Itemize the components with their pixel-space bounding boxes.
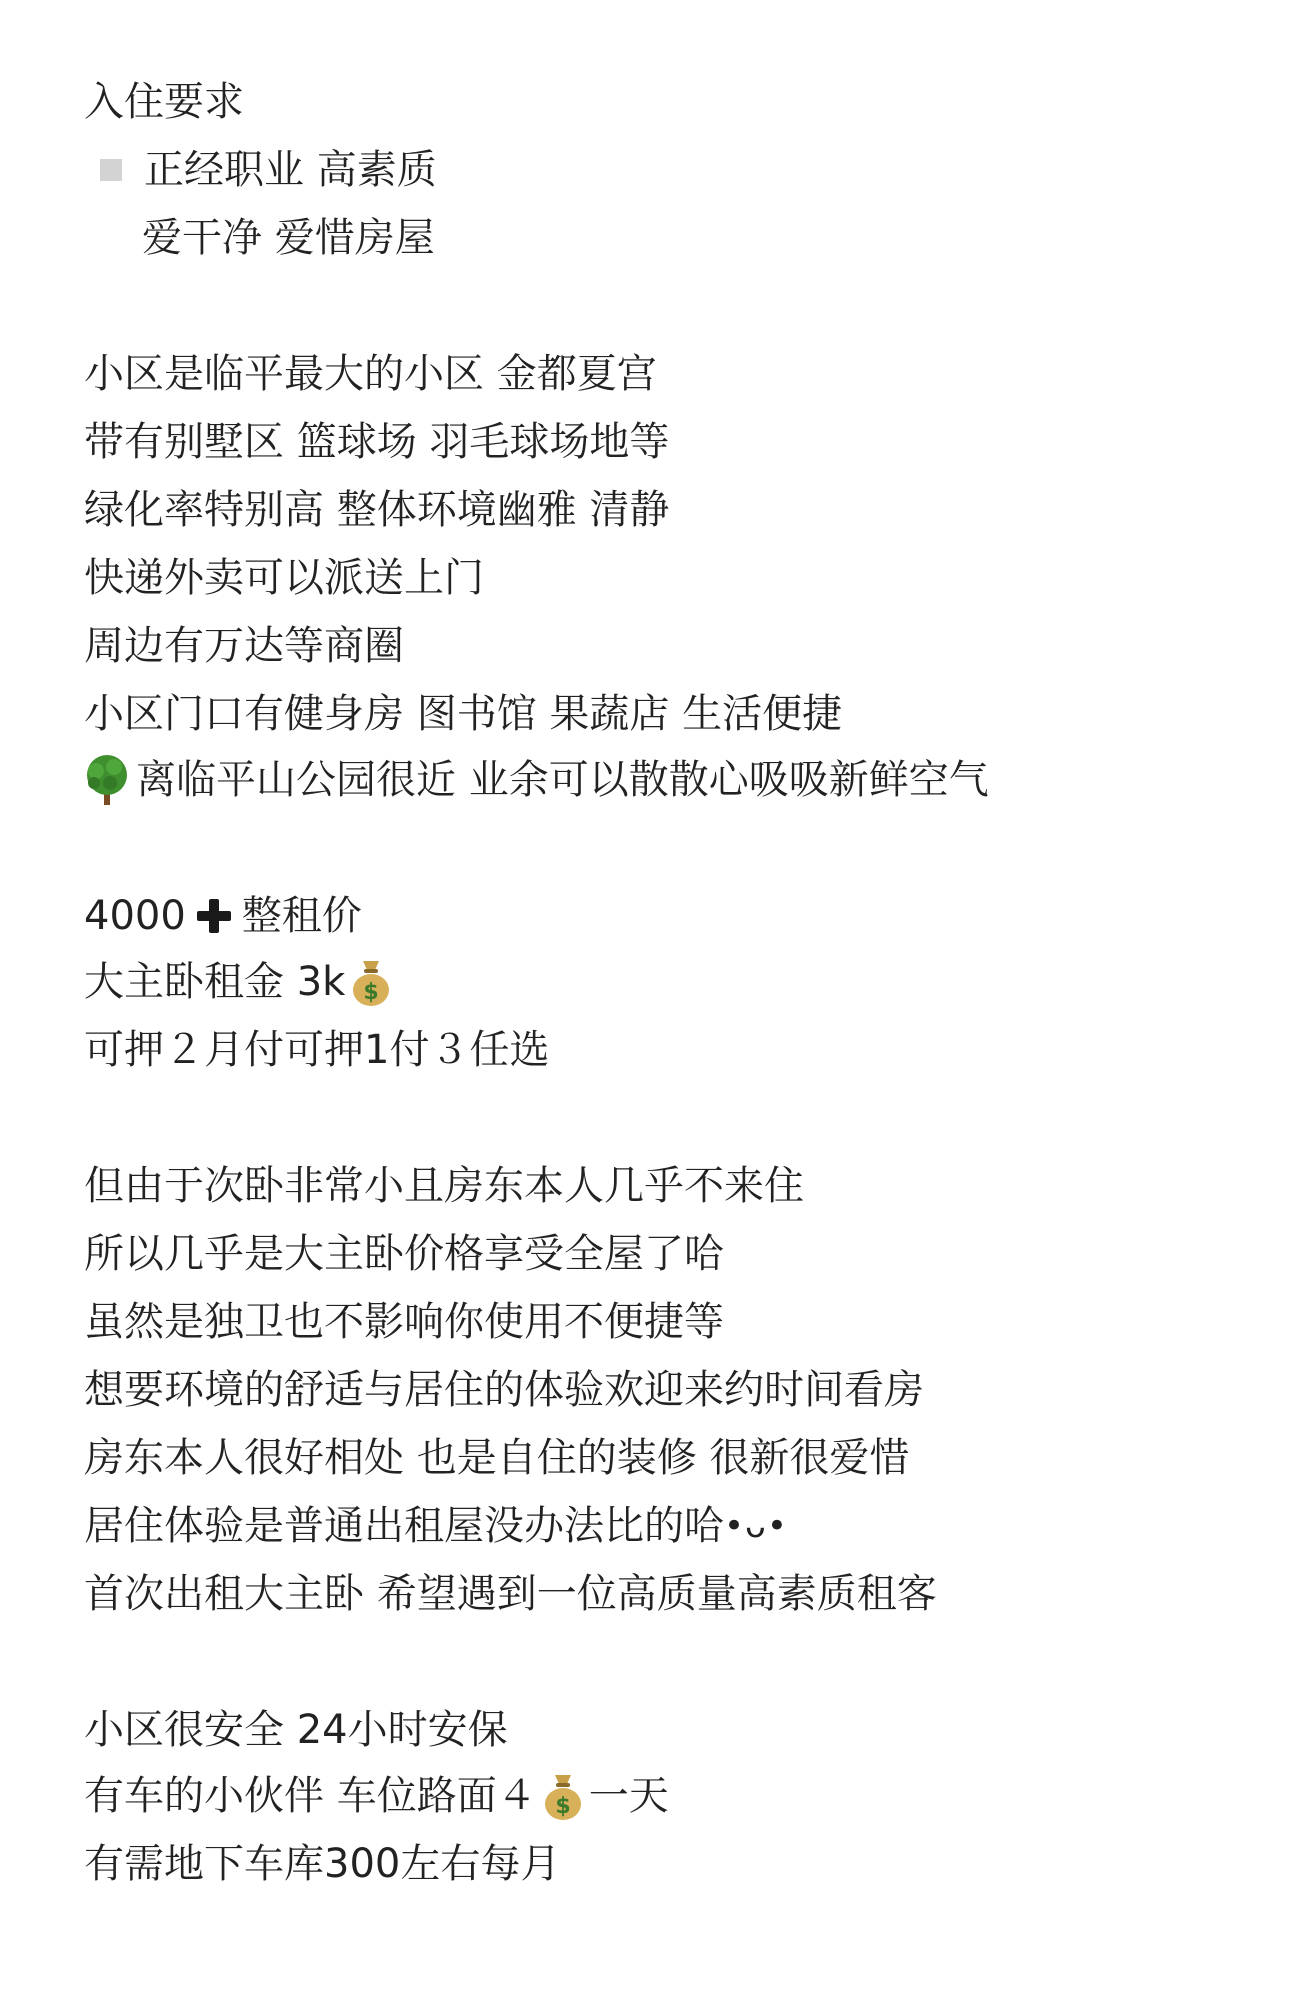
grey-square-icon: [100, 159, 122, 181]
details-line: [84, 1430, 909, 1486]
details-text: 居住体验是普通出租屋没办法比的哈: [84, 1503, 724, 1549]
details-line: [84, 1498, 788, 1554]
community-line: [84, 618, 404, 674]
parking-prefix: 有车的小伙伴 车位路面４: [84, 1773, 537, 1819]
community-line: [84, 686, 842, 742]
price-line: [84, 954, 397, 1010]
community-line: [84, 414, 669, 470]
money-bag-icon: [349, 957, 393, 1007]
details-text: 房东本人很好相处 也是自住的装修 很新很爱惜: [84, 1435, 910, 1481]
plus-icon: [194, 896, 234, 936]
details-text: 虽然是独卫也不影响你使用不便捷等: [84, 1299, 724, 1345]
requirements-heading: [84, 74, 244, 130]
price-line: [84, 1022, 549, 1078]
community-text: 小区是临平最大的小区 金都夏宫: [84, 351, 657, 397]
requirement-text: 正经职业 高素质: [144, 147, 437, 193]
community-text: 小区门口有健身房 图书馆 果蔬店 生活便捷: [84, 691, 843, 737]
details-line: [84, 1226, 724, 1282]
details-text: 但由于次卧非常小且房东本人几乎不来住: [84, 1163, 804, 1209]
price-suffix: 整租价: [241, 893, 362, 939]
community-line: [84, 346, 657, 402]
money-bag-icon: [541, 1771, 585, 1821]
community-text: 绿化率特别高 整体环境幽雅 清静: [84, 487, 670, 533]
requirement-item: [84, 142, 437, 198]
community-text: 周边有万达等商圈: [84, 623, 404, 669]
details-text: 首次出租大主卧 希望遇到一位高质量高素质租客: [84, 1571, 937, 1617]
details-line: [84, 1566, 937, 1622]
community-line: [84, 550, 484, 606]
requirement-item: [84, 210, 435, 266]
svg-text:$: $: [555, 1794, 571, 1819]
tree-icon: [80, 753, 134, 807]
requirement-text: 爱干净 爱惜房屋: [142, 215, 435, 261]
community-text: 离临平山公园很近 业余可以散散心吸吸新鲜空气: [136, 757, 989, 803]
price-amount: 4000: [84, 893, 186, 939]
svg-text:$: $: [363, 980, 379, 1005]
safety-line: [84, 1702, 508, 1758]
details-line: [84, 1158, 804, 1214]
safety-text: 小区很安全 24小时安保: [84, 1707, 508, 1753]
parking-line: [84, 1768, 669, 1824]
smile-face: •ᴗ•: [724, 1506, 788, 1546]
community-text: 快递外卖可以派送上门: [84, 555, 484, 601]
community-text: 带有别墅区 篮球场 羽毛球场地等: [84, 419, 670, 465]
details-line: [84, 1362, 924, 1418]
payment-text: 可押２月付可押1付３任选: [84, 1027, 550, 1073]
garage-text: 有需地下车库300左右每月: [84, 1841, 561, 1887]
price-line: [84, 888, 362, 944]
master-rent-text: 大主卧租金 3k: [84, 959, 346, 1005]
garage-line: [84, 1836, 560, 1892]
details-line: [84, 1294, 724, 1350]
details-text: 想要环境的舒适与居住的体验欢迎来约时间看房: [84, 1367, 924, 1413]
community-line: [80, 752, 989, 808]
community-line: [84, 482, 669, 538]
details-text: 所以几乎是大主卧价格享受全屋了哈: [84, 1231, 724, 1277]
parking-suffix: 一天: [588, 1773, 669, 1819]
requirements-heading-text: 入住要求: [84, 79, 244, 125]
